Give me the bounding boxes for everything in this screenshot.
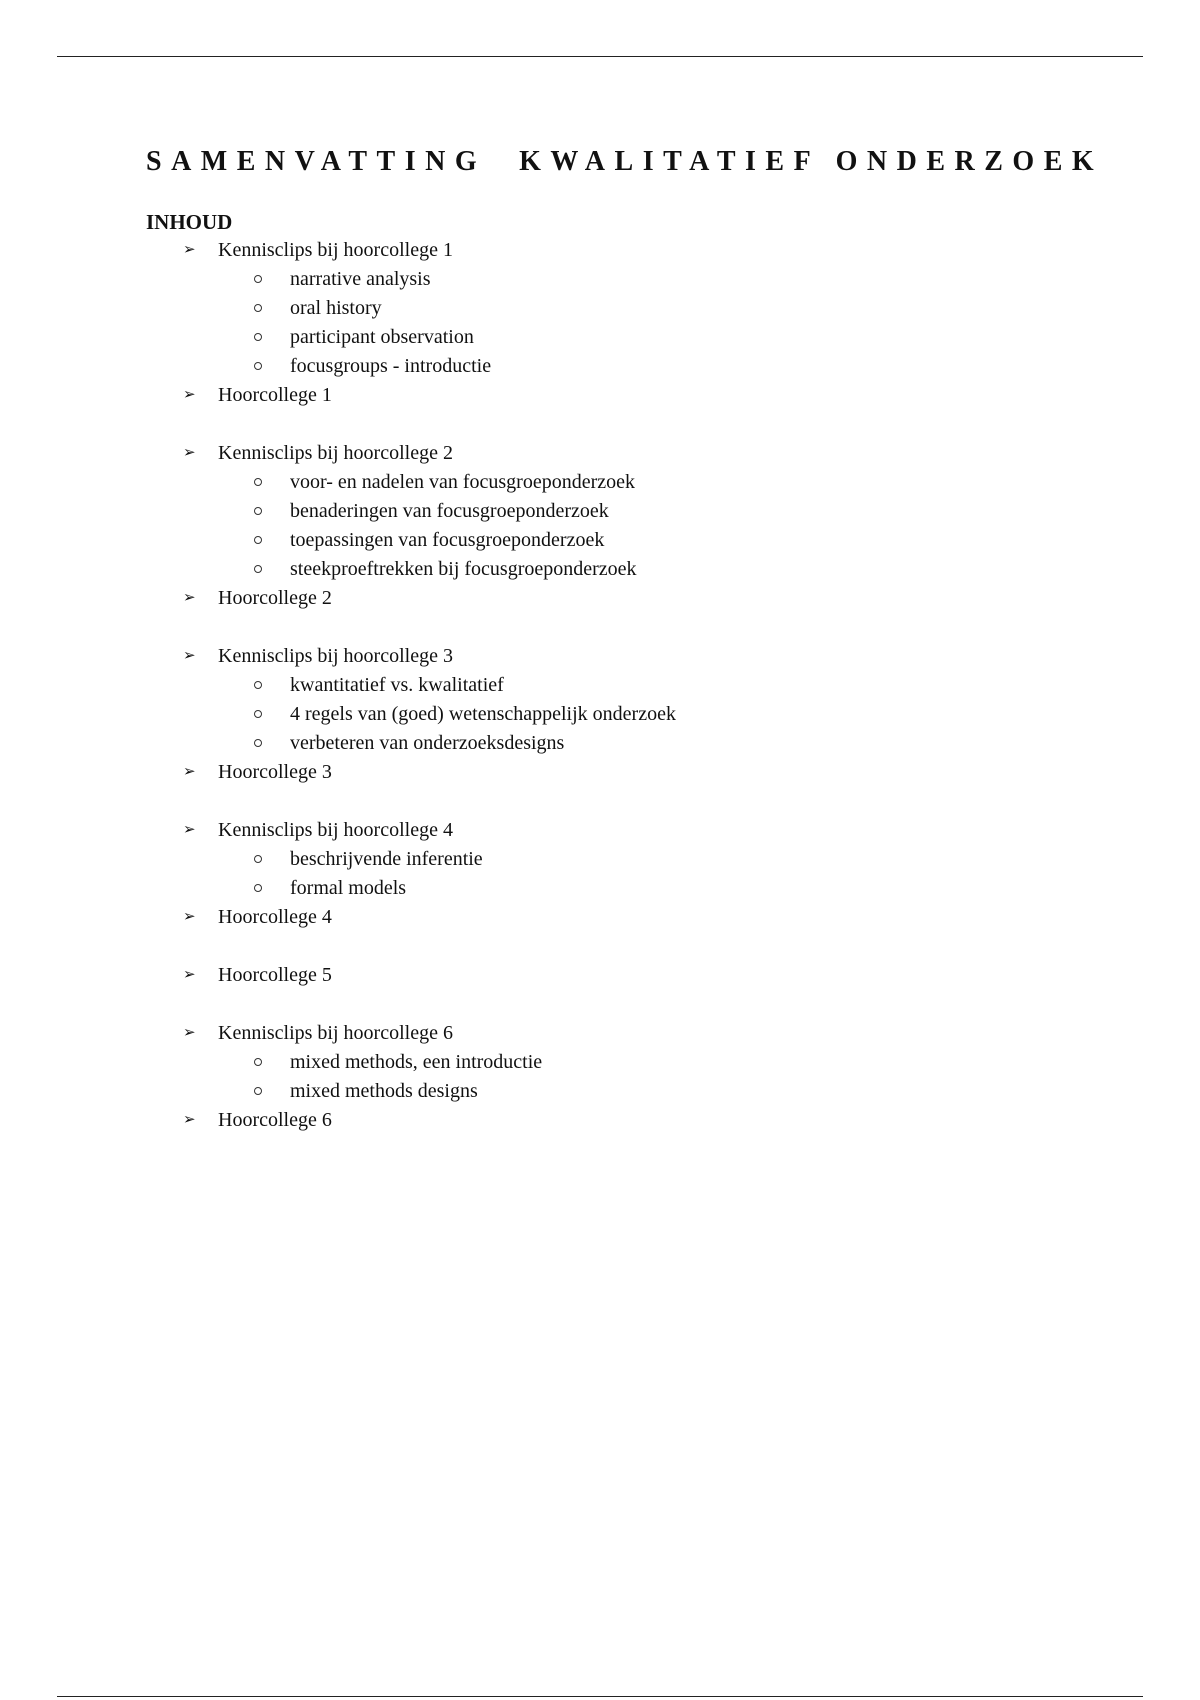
circle-bullet-icon [254,536,262,544]
toc-item [146,584,1096,613]
circle-bullet-icon [254,507,262,515]
circle-bullet-icon [254,1087,262,1095]
toc-subitem-label: formal models [290,877,407,899]
toc-subitem-label: narrative analysis [290,268,431,290]
toc-sublist [218,468,1096,584]
toc-subitem-label: verbeteren van onderzoeksdesigns [290,732,565,754]
toc-item-label: Kennisclips bij hoorcollege 1 [218,239,453,261]
toc-subitem [218,526,1096,555]
arrow-bullet-icon: ➢ [183,1025,196,1041]
toc-subitem [218,265,1096,294]
toc-subitem-label: mixed methods, een introductie [290,1051,543,1073]
arrow-bullet-icon: ➢ [183,764,196,780]
bottom-rule [57,1696,1143,1697]
circle-bullet-icon [254,855,262,863]
circle-bullet-icon [254,275,262,283]
toc-subitem [218,700,1096,729]
circle-bullet-icon [254,1058,262,1066]
toc-item-label: Hoorcollege 6 [218,1109,332,1131]
toc-subitem [218,323,1096,352]
toc-subitem [218,874,1096,903]
toc-item [146,642,1096,758]
arrow-bullet-icon: ➢ [183,445,196,461]
toc-item-label: Hoorcollege 5 [218,964,332,986]
toc-item-label: Hoorcollege 2 [218,587,332,609]
toc-item-label: Hoorcollege 1 [218,384,332,406]
toc-subitem-label: toepassingen van focusgroeponderzoek [290,529,605,551]
circle-bullet-icon [254,565,262,573]
toc-subitem-label: steekproeftrekken bij focusgroeponderzoek [290,558,637,580]
toc-subitem-label: oral history [290,297,382,319]
circle-bullet-icon [254,362,262,370]
document-title: SAMENVATTING KWALITATIEF ONDERZOEK [146,146,1104,177]
toc-subitem-label: kwantitatief vs. kwalitatief [290,674,504,696]
toc-item [146,439,1096,584]
arrow-bullet-icon: ➢ [183,242,196,258]
arrow-bullet-icon: ➢ [183,967,196,983]
toc-sublist [218,1048,1096,1106]
toc-subitem-label: beschrijvende inferentie [290,848,483,870]
arrow-bullet-icon: ➢ [183,1112,196,1128]
toc-subitem [218,671,1096,700]
toc-subitem-label: participant observation [290,326,474,348]
toc-sublist [218,671,1096,758]
circle-bullet-icon [254,333,262,341]
toc-sublist [218,845,1096,903]
toc-subitem-label: focusgroups - introductie [290,355,492,377]
toc-item-label: Kennisclips bij hoorcollege 4 [218,819,453,841]
arrow-bullet-icon: ➢ [183,648,196,664]
toc-subitem [218,845,1096,874]
toc-subitem [218,1077,1096,1106]
document-body [146,142,1104,1135]
toc-item [146,236,1096,381]
toc-heading: INHOUD [146,210,233,234]
toc-subitem-label: voor- en nadelen van focusgroeponderzoek [290,471,636,493]
toc-subitem [218,294,1096,323]
circle-bullet-icon [254,739,262,747]
toc-item [146,1106,1096,1135]
toc-subitem [218,1048,1096,1077]
toc-subitem-label: mixed methods designs [290,1080,478,1102]
arrow-bullet-icon: ➢ [183,822,196,838]
circle-bullet-icon [254,304,262,312]
table-of-contents [146,236,1096,1135]
toc-subitem [218,555,1096,584]
toc-sublist [218,265,1096,381]
toc-item-label: Kennisclips bij hoorcollege 2 [218,442,453,464]
top-rule [57,56,1143,57]
toc-subitem [218,352,1096,381]
circle-bullet-icon [254,710,262,718]
toc-subitem [218,497,1096,526]
toc-subitem [218,468,1096,497]
circle-bullet-icon [254,681,262,689]
toc-item [146,758,1096,787]
toc-item [146,381,1096,410]
toc-subitem-label: benaderingen van focusgroeponderzoek [290,500,609,522]
toc-item-label: Hoorcollege 3 [218,761,332,783]
arrow-bullet-icon: ➢ [183,590,196,606]
toc-item [146,961,1096,990]
toc-item [146,816,1096,903]
arrow-bullet-icon: ➢ [183,909,196,925]
arrow-bullet-icon: ➢ [183,387,196,403]
toc-item [146,1019,1096,1106]
toc-item-label: Kennisclips bij hoorcollege 6 [218,1022,453,1044]
toc-subitem-label: 4 regels van (goed) wetenschappelijk onderzoek [290,703,676,725]
toc-item-label: Kennisclips bij hoorcollege 3 [218,645,453,667]
circle-bullet-icon [254,884,262,892]
circle-bullet-icon [254,478,262,486]
toc-subitem [218,729,1096,758]
toc-item-label: Hoorcollege 4 [218,906,332,928]
toc-item [146,903,1096,932]
